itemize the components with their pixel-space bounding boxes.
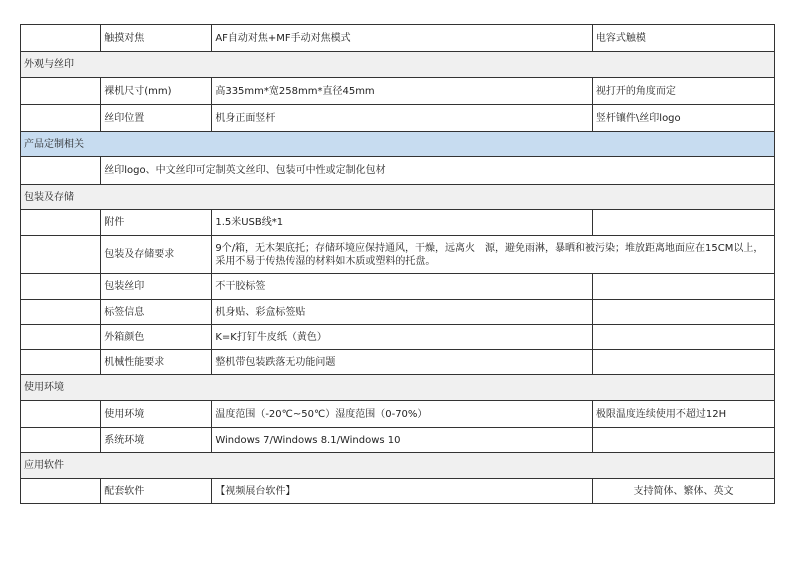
item-value: AF自动对焦+MF手动对焦模式	[212, 25, 593, 52]
item-name: 标签信息	[101, 300, 212, 325]
table-row	[21, 428, 775, 453]
blank-cell	[21, 105, 101, 132]
blank-cell	[21, 25, 101, 52]
table-row	[21, 105, 775, 132]
blank-cell	[21, 325, 101, 350]
item-value: 不干胶标签	[212, 274, 593, 300]
item-note	[592, 350, 774, 375]
table-row	[21, 350, 775, 375]
item-value: 机身正面竖杆	[212, 105, 593, 132]
item-note: 竖杆镶件\丝印logo	[592, 105, 774, 132]
item-name: 配套软件	[101, 479, 212, 504]
table-row	[21, 401, 775, 428]
spec-table	[20, 24, 775, 504]
section-header	[21, 132, 775, 157]
blank-cell	[21, 274, 101, 300]
blank-cell	[21, 350, 101, 375]
item-name: 附件	[101, 210, 212, 236]
item-note	[592, 210, 774, 236]
item-value: 丝印logo、中文丝印可定制英文丝印、包装可中性或定制化包材	[101, 157, 775, 185]
section-title: 应用软件	[21, 453, 775, 479]
section-title: 产品定制相关	[21, 132, 775, 157]
section-title: 外观与丝印	[21, 52, 775, 78]
blank-cell	[21, 78, 101, 105]
item-note	[592, 274, 774, 300]
blank-cell	[21, 300, 101, 325]
section-title: 使用环境	[21, 375, 775, 401]
section-header	[21, 375, 775, 401]
item-value: 9个/箱，无木架底托；存储环境应保持通风，干燥，远离火 源，避免雨淋，暴晒和被污染；堆放距离地面应在15CM以上，采用不易于传热传湿的材料如木质或塑料的托盘。	[212, 236, 775, 274]
item-value: K=K打钉牛皮纸（黄色）	[212, 325, 593, 350]
table-row	[21, 325, 775, 350]
table-row	[21, 25, 775, 52]
table-row	[21, 210, 775, 236]
item-name: 丝印位置	[101, 105, 212, 132]
item-note	[592, 428, 774, 453]
item-value: 1.5米USB线*1	[212, 210, 593, 236]
item-value: Windows 7/Windows 8.1/Windows 10	[212, 428, 593, 453]
item-name: 裸机尺寸(mm)	[101, 78, 212, 105]
item-name: 触摸对焦	[101, 25, 212, 52]
blank-cell	[21, 479, 101, 504]
blank-cell	[21, 157, 101, 185]
blank-cell	[21, 401, 101, 428]
item-note: 电容式触模	[592, 25, 774, 52]
item-value: 高335mm*宽258mm*直径45mm	[212, 78, 593, 105]
blank-cell	[21, 236, 101, 274]
section-header	[21, 52, 775, 78]
item-note	[592, 300, 774, 325]
item-note: 极限温度连续使用不超过12H	[592, 401, 774, 428]
table-row	[21, 274, 775, 300]
item-name: 机械性能要求	[101, 350, 212, 375]
item-name: 外箱颜色	[101, 325, 212, 350]
table-row	[21, 157, 775, 185]
table-row	[21, 78, 775, 105]
item-value: 【视频展台软件】	[212, 479, 593, 504]
item-note: 视打开的角度而定	[592, 78, 774, 105]
item-value: 温度范围（-20℃~50℃）湿度范围（0-70%）	[212, 401, 593, 428]
item-name: 使用环境	[101, 401, 212, 428]
section-header	[21, 453, 775, 479]
item-name: 系统环境	[101, 428, 212, 453]
item-value: 机身贴、彩盒标签贴	[212, 300, 593, 325]
blank-cell	[21, 210, 101, 236]
section-title: 包装及存储	[21, 185, 775, 210]
table-row	[21, 236, 775, 274]
table-row	[21, 479, 775, 504]
blank-cell	[21, 428, 101, 453]
item-name: 包装丝印	[101, 274, 212, 300]
section-header	[21, 185, 775, 210]
item-value: 整机带包装跌落无功能问题	[212, 350, 593, 375]
table-row	[21, 300, 775, 325]
item-name: 包装及存储要求	[101, 236, 212, 274]
item-note	[592, 325, 774, 350]
item-note: 支持简体、繁体、英文	[592, 479, 774, 504]
